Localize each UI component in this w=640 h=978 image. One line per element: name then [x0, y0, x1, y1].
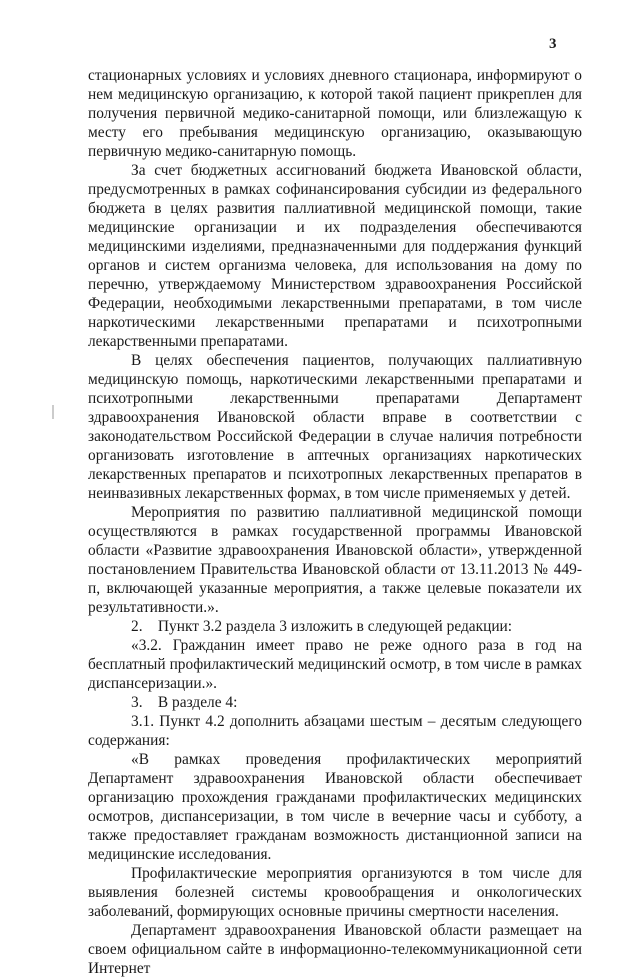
document-body: [88, 66, 582, 978]
paragraph-preventive-measures: «В рамках проведения профилактических мероприятий Департамент здравоохранения Ивановской области обеспечивает организацию прохождения гражданами профилактических медицинских осмотров, диспансеризации, в том числе в вечерние часы и субботу, а также предоставляет гражданам возможность дистанционной записи на медицинские исследования.: [88, 751, 582, 863]
scan-margin-mark: [52, 405, 54, 419]
paragraph-narcotic-drugs: В целях обеспечения пациентов, получающих паллиативную медицинскую помощь, наркотическими лекарственными препаратами и психотропными лекарственными препаратами Департамент здравоохранения Ивановской области вправе в соответствии с законодательством Российской Федерации в случае наличия потребности организовать изготовление в аптечных организациях наркотических лекарственных препаратов и психотропных лекарственных препаратов в неинвазивных лекарственных формах, в том числе применяемых у детей.: [88, 352, 582, 502]
item-2: 2. Пункт 3.2 раздела 3 изложить в следующей редакции:: [131, 618, 513, 635]
item-3: 3. В разделе 4:: [131, 694, 238, 711]
paragraph-budget-funding: За счет бюджетных ассигнований бюджета Ивановской области, предусмотренных в рамках софинансирования субсидии из федерального бюджета в целях развития паллиативной медицинской помощи, такие медицинские организации и их подразделения обеспечиваются медицинскими изделиями, предназначенными для поддержания функций органов и систем организма человека, для использования на дому по перечню, утверждаемому Министерством здравоохранения Российской Федерации, необходимыми лекарственными препаратами, в том числе наркотическими лекарственными препаратами и психотропными лекарственными препаратами.: [88, 162, 582, 350]
paragraph-preventive-purpose: Профилактические мероприятия организуются в том числе для выявления болезней системы кровообращения и онкологических заболеваний, формирующих основные причины смертности населения.: [88, 865, 582, 920]
paragraph-website: Департамент здравоохранения Ивановской области размещает на своем официальном сайте в информационно-телекоммуникационной сети Интернет: [88, 922, 582, 977]
paragraph-state-program: Мероприятия по развитию паллиативной медицинской помощи осуществляются в рамках государственной программы Ивановской области «Развитие здравоохранения Ивановской области», утвержденной постановлением Правительства Ивановской области от 13.11.2013 № 449-п, включающей указанные мероприятия, а также целевые показатели их результативности.».: [88, 504, 582, 616]
paragraph-clause-3-2: «3.2. Гражданин имеет право не реже одного раза в год на бесплатный профилактический медицинский осмотр, в том числе в рамках диспансеризации.».: [88, 637, 582, 692]
paragraph-clause-3-1: 3.1. Пункт 4.2 дополнить абзацами шестым – десятым следующего содержания:: [88, 713, 582, 749]
page-number: 3: [549, 36, 557, 52]
paragraph-continuation: стационарных условиях и условиях дневного стационара, информируют о нем медицинскую организацию, к которой такой пациент прикреплен для получения первичной медико-санитарной помощи, или близлежащую к месту его пребывания медицинскую организацию, оказывающую первичную медико-санитарную помощь.: [88, 67, 582, 160]
